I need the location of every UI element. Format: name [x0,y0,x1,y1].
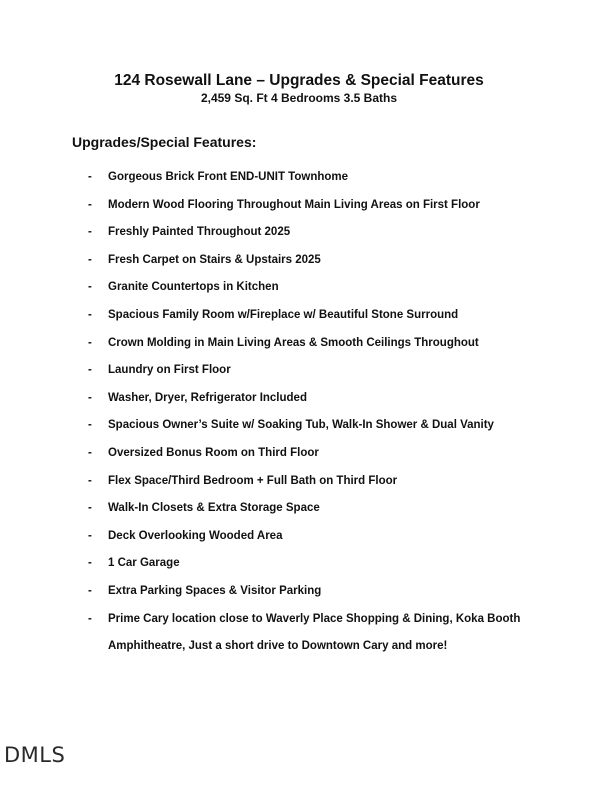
bullet-dash: - [88,253,92,266]
dmls-logo: DMLS [4,743,66,767]
bullet-dash: - [88,419,92,432]
feature-item [88,468,558,496]
feature-item [88,440,558,468]
bullet-dash: - [88,308,92,321]
bullet-dash: - [88,502,92,515]
bullet-dash: - [88,584,92,597]
feature-item [88,357,558,385]
document-title: 124 Rosewall Lane – Upgrades & Special Features [114,72,484,89]
bullet-dash: - [88,474,92,487]
bullet-dash: - [88,529,92,542]
feature-text: Laundry on First Floor [108,364,231,377]
section-heading: Upgrades/Special Features: [72,134,257,150]
feature-item [88,550,558,578]
feature-text: Fresh Carpet on Stairs & Upstairs 2025 [108,253,321,266]
feature-item [88,164,558,192]
feature-text: Washer, Dryer, Refrigerator Included [108,391,307,404]
feature-text: Extra Parking Spaces & Visitor Parking [108,584,322,597]
feature-item [88,219,558,247]
property-summary: 2,459 Sq. Ft 4 Bedrooms 3.5 Baths [200,91,398,105]
feature-text: Spacious Owner’s Suite w/ Soaking Tub, Walk-In Shower & Dual Vanity [108,419,494,432]
bullet-dash: - [88,171,92,183]
features-list [88,164,558,661]
feature-text: Oversized Bonus Room on Third Floor [108,446,319,459]
bullet-dash: - [88,391,92,404]
feature-text: Granite Countertops in Kitchen [108,281,279,294]
feature-text: Prime Cary location close to Waverly Place Shopping & Dining, Koka Booth Amphitheatre, Just a short drive to Downtown Cary and more! [108,612,521,653]
feature-item [88,385,558,413]
feature-item [88,523,558,551]
bullet-dash: - [88,226,92,239]
bullet-dash: - [88,446,92,459]
feature-item [88,274,558,302]
feature-text: Modern Wood Flooring Throughout Main Living Areas on First Floor [108,198,480,211]
feature-item [88,192,558,220]
bullet-dash: - [88,557,92,570]
bullet-dash: - [88,364,92,377]
feature-item [88,578,558,606]
feature-item [88,606,558,661]
feature-text: Flex Space/Third Bedroom + Full Bath on Third Floor [108,474,398,487]
feature-text: Deck Overlooking Wooded Area [108,529,283,542]
feature-item [88,302,558,330]
bullet-dash: - [88,198,92,211]
feature-text: Spacious Family Room w/Fireplace w/ Beautiful Stone Surround [108,308,459,321]
feature-text: Freshly Painted Throughout 2025 [108,226,291,239]
bullet-dash: - [88,612,92,625]
feature-text: 1 Car Garage [108,557,180,570]
feature-item [88,247,558,275]
bullet-dash: - [88,336,92,349]
feature-text: Walk-In Closets & Extra Storage Space [108,502,320,515]
feature-text: Gorgeous Brick Front END-UNIT Townhome [108,171,349,183]
feature-item [88,495,558,523]
feature-item [88,412,558,440]
feature-item [88,330,558,358]
feature-text: Crown Molding in Main Living Areas & Smooth Ceilings Throughout [108,336,479,349]
bullet-dash: - [88,281,92,294]
